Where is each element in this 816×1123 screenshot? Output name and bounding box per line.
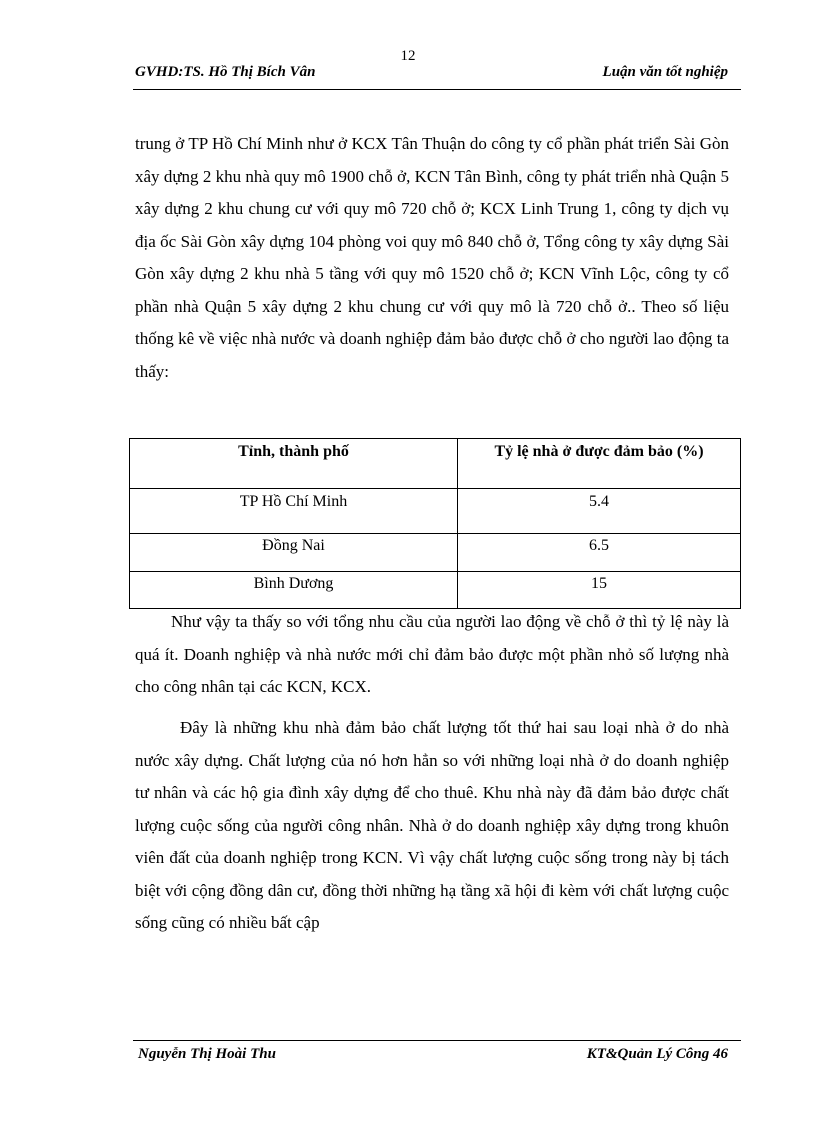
page-number: 12	[400, 48, 416, 64]
header-advisor: GVHD:TS. Hồ Thị Bích Vân	[135, 64, 316, 80]
table-cell-ratio: 5.4	[458, 489, 741, 534]
header-divider	[133, 89, 741, 90]
footer-department: KT&Quản Lý Công 46	[586, 1046, 728, 1062]
table-header-province: Tỉnh, thành phố	[130, 439, 458, 489]
table-cell-ratio: 15	[458, 572, 741, 609]
table-cell-province: TP Hồ Chí Minh	[130, 489, 458, 534]
table-row	[130, 534, 741, 572]
housing-ratio-table	[129, 438, 741, 609]
paragraph-housing-quality: Đây là những khu nhà đảm bảo chất lượng tốt thứ hai sau loại nhà ở do nhà nước xây dựng. Chất lượng của nó hơn hẳn so với những loại nhà ở do doanh nghiệp tư nhân và các hộ gia đình xây dựng để cho thuê. Khu nhà này đã đảm bảo được chất lượng cuộc sống của người công nhân. Nhà ở do doanh nghiệp xây dựng trong khuôn viên đất của doanh nghiệp trong KCN. Vì vậy chất lượng cuộc sống trong này bị tách biệt với cộng đồng dân cư, đồng thời những hạ tầng xã hội đi kèm với chất lượng cuộc sống cũng có nhiều bất cập	[135, 718, 729, 932]
table-header-row	[130, 439, 741, 489]
table-row	[130, 489, 741, 534]
paragraph-housing-projects: trung ở TP Hồ Chí Minh như ở KCX Tân Thuận do công ty cổ phần phát triển Sài Gòn xây dựng 2 khu nhà quy mô 1900 chỗ ở, KCN Tân Bình, công ty phát triển nhà Quận 5 xây dựng 2 khu chung cư với quy mô 720 chỗ ở; KCX Linh Trung 1, công ty dịch vụ địa ốc Sài Gòn xây dựng 104 phòng voi quy mô 840 chỗ ở, Tổng công ty xây dựng Sài Gòn xây dựng 2 khu nhà 5 tầng với quy mô 1520 chỗ ở; KCN Vĩnh Lộc, công ty cổ phần nhà Quận 5 xây dựng 2 khu chung cư với quy mô là 720 chỗ ở.. Theo số liệu thống kê về việc nhà nước và doanh nghiệp đảm bảo được chỗ ở cho người lao động ta thấy:	[135, 134, 729, 381]
header-document-type: Luận văn tốt nghiệp	[602, 64, 728, 80]
table-cell-ratio: 6.5	[458, 534, 741, 572]
footer-divider	[133, 1040, 741, 1041]
table-row	[130, 572, 741, 609]
table-cell-province: Đồng Nai	[130, 534, 458, 572]
table-header-ratio: Tỷ lệ nhà ở được đảm bảo (%)	[458, 439, 741, 489]
paragraph-ratio-conclusion: Như vậy ta thấy so với tổng nhu cầu của người lao động về chỗ ở thì tỷ lệ này là quá ít. Doanh nghiệp và nhà nước mới chỉ đảm bảo được một phần nhỏ số lượng nhà cho công nhân tại các KCN, KCX.	[135, 612, 729, 696]
footer-author: Nguyễn Thị Hoài Thu	[138, 1046, 276, 1062]
table-cell-province: Bình Dương	[130, 572, 458, 609]
